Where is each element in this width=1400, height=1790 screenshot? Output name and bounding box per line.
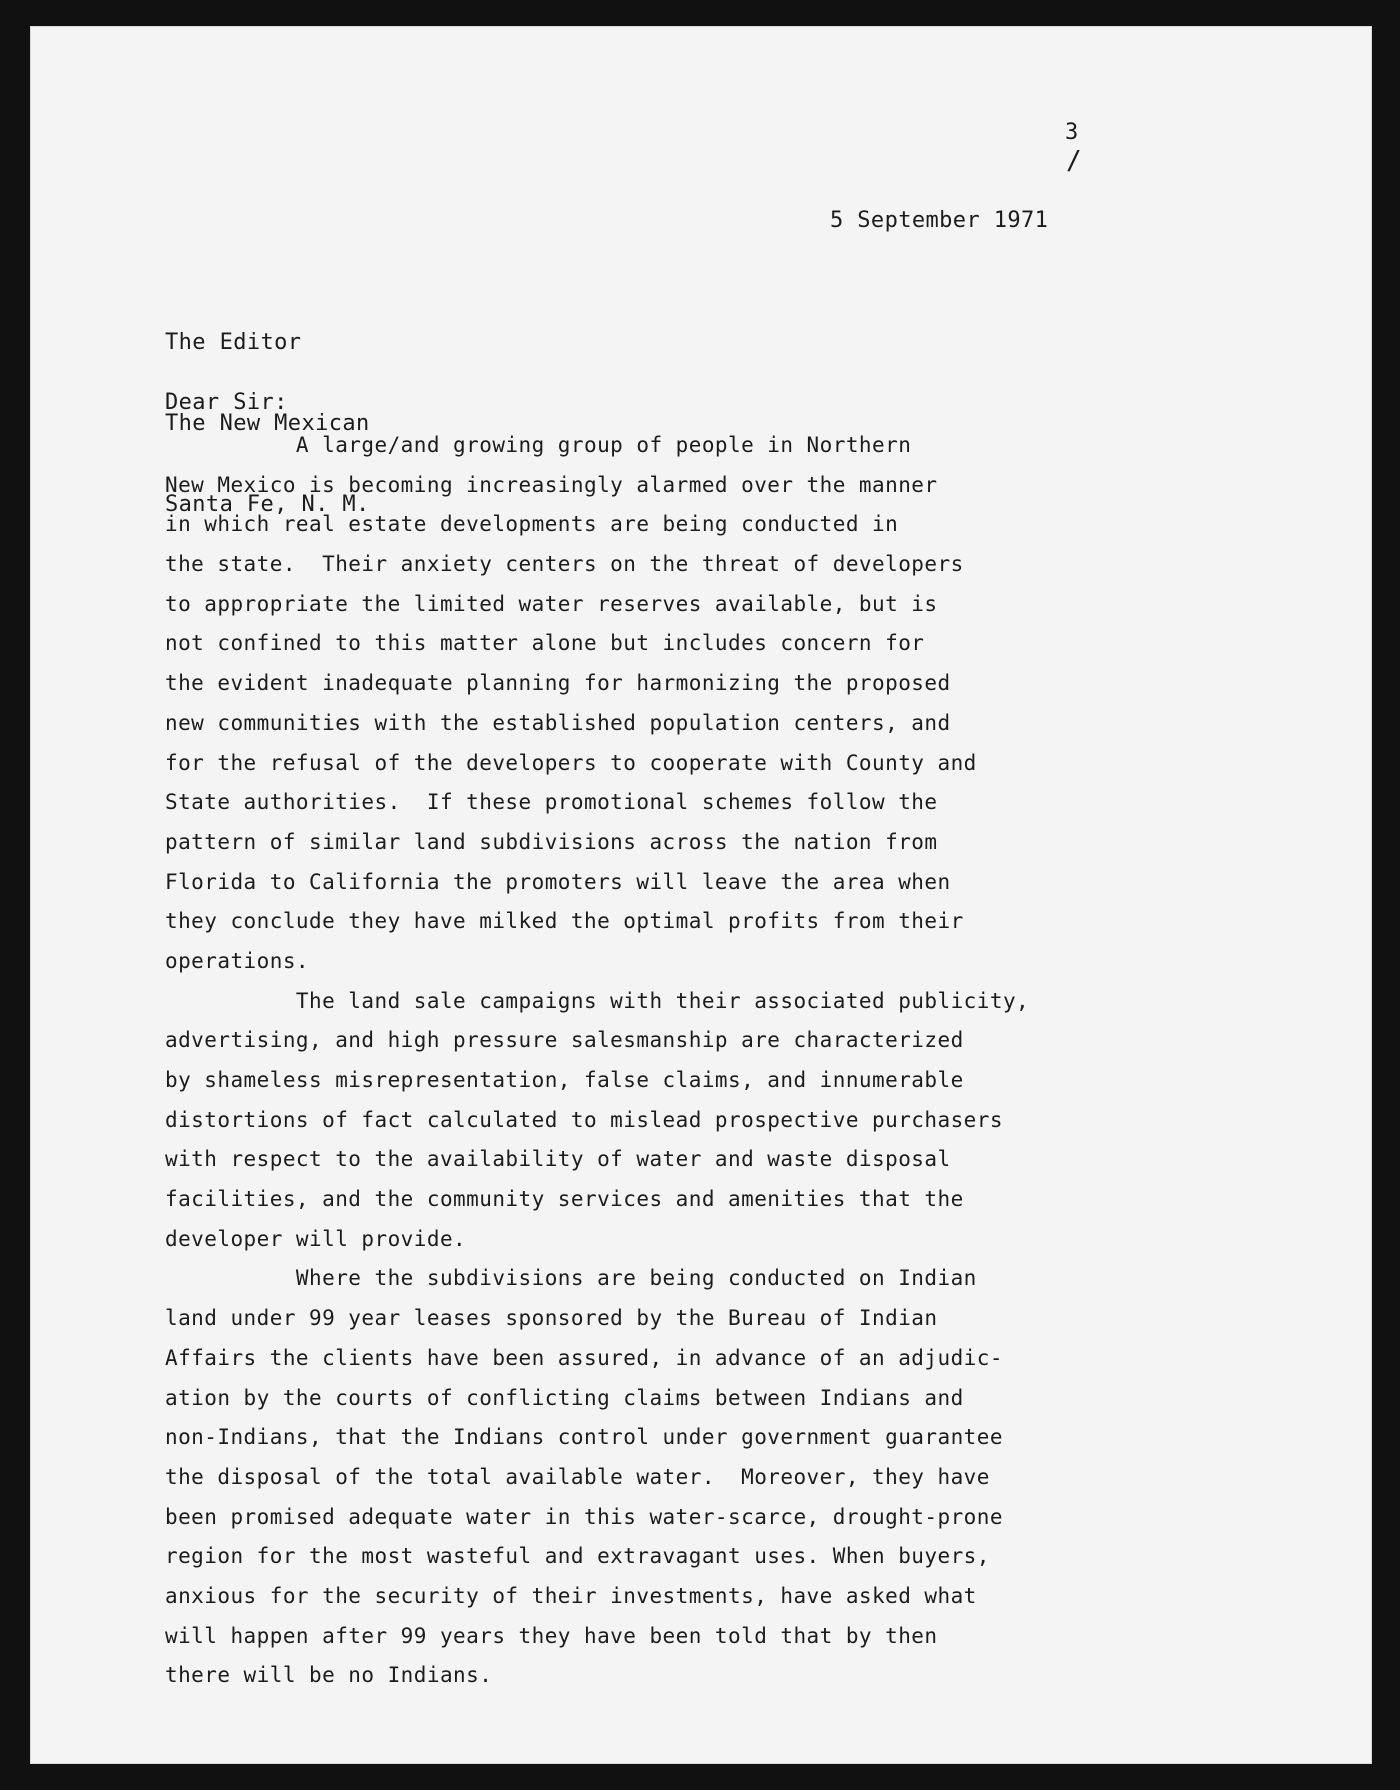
text-line: with respect to the availability of water and waste disposal [165,1147,951,1172]
text-line: been promised adequate water in this water-scarce, drought-prone [165,1504,1003,1529]
text-line: developer will provide. [165,1226,467,1251]
text-line: by shameless misrepresentation, false claims, and innumerable [165,1068,964,1092]
text-line: land under 99 year leases sponsored by the Bureau of Indian [165,1306,938,1331]
text-line: operations. [165,948,310,973]
text-line: anxious for the security of their investments, have asked what [165,1583,977,1608]
text-line: Florida to California the promoters will leave the area when [165,869,951,894]
text-line: New Mexico is becoming increasingly alarmed over the manner [165,472,938,497]
paragraph [165,426,1225,982]
text-line: Affairs the clients have been assured, in advance of an adjudic- [165,1345,1003,1370]
text-line: facilities, and the community services and amenities that the [165,1187,964,1212]
text-line: they conclude they have milked the optimal profits from their [165,909,964,934]
paragraph [165,982,1225,1260]
text-line: new communities with the established population centers, and [165,710,951,735]
letter-body [165,426,1225,1696]
text-line: State authorities. If these promotional schemes follow the [165,790,938,815]
paragraph [165,1259,1225,1696]
text-line: the evident inadequate planning for harmonizing the proposed [165,671,951,696]
text-line: in which real estate developments are being conducted in [165,512,899,537]
text-line: region for the most wasteful and extravagant uses. When buyers, [165,1544,990,1569]
text-line: to appropriate the limited water reserves available, but is [165,591,938,616]
text-line: there will be no Indians. [165,1663,493,1688]
text-line: non-Indians, that the Indians control under government guarantee [165,1425,1003,1450]
recipient-line: Santa Fe, N. M. [165,492,370,517]
text-line: the state. Their anxiety centers on the threat of developers [165,552,964,577]
text-line: not confined to this matter alone but includes concern for [165,631,925,656]
recipient-line: The New Mexican [165,411,370,436]
recipient-line: The Editor [165,330,302,355]
text-line: advertising, and high pressure salesmanship are characterized [165,1028,964,1053]
salutation: Dear Sir: [165,390,288,415]
letter-date: 5 September 1971 [830,208,1049,233]
page-number: 3 [1065,120,1079,145]
text-line: ation by the courts of conflicting claims between Indians and [165,1385,964,1410]
page-number-mark: / [1066,146,1083,176]
text-line: Where the subdivisions are being conducted on Indian [165,1266,977,1291]
text-line: pattern of similar land subdivisions across the nation from [165,829,938,854]
text-line: for the refusal of the developers to cooperate with County and [165,750,977,775]
text-line: A large/and growing group of people in Northern [165,433,912,457]
text-line: distortions of fact calculated to mislead prospective purchasers [165,1107,1003,1132]
text-line: will happen after 99 years they have been told that by then [165,1623,938,1648]
text-line: The land sale campaigns with their associated publicity, [165,988,1030,1013]
text-line: the disposal of the total available water. Moreover, they have [165,1464,990,1489]
